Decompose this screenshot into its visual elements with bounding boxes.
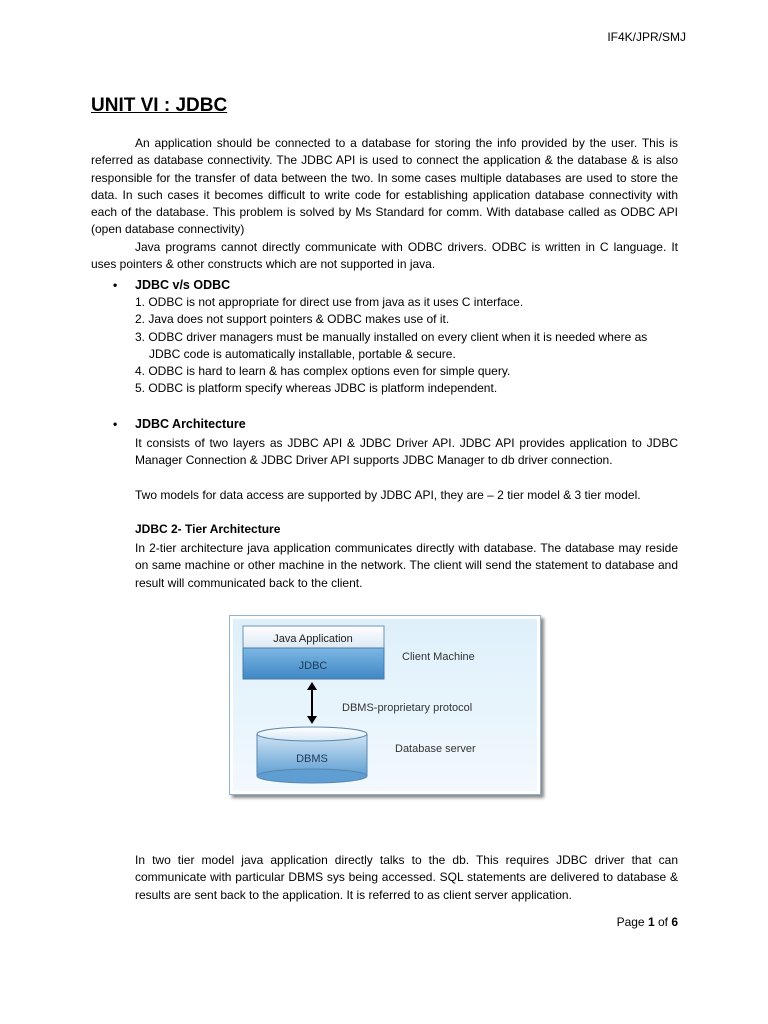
- page-title: UNIT VI : JDBC: [91, 95, 228, 116]
- list-item: 3. ODBC driver managers must be manually installed on every client when it is needed where as JDBC code is automatically installable, portable & secure.: [135, 329, 648, 361]
- section-heading-jdbc-vs-odbc: [113, 278, 230, 292]
- comparison-list: [135, 294, 680, 398]
- section-heading-text: JDBC Architecture: [135, 417, 246, 431]
- sub-heading-2-tier: JDBC 2- Tier Architecture: [135, 522, 281, 536]
- page-number-prefix: Page: [616, 915, 648, 929]
- diagram-svg: [230, 616, 540, 794]
- architecture-paragraph-2: Two models for data access are supported by JDBC API, they are – 2 tier model & 3 tier model.: [135, 488, 641, 502]
- intro-paragraph-2: Java programs cannot directly communicate with ODBC drivers. ODBC is written in C language. It uses pointers & other constructs which are not supported in java.: [91, 240, 678, 272]
- architecture-paragraph-3: In 2-tier architecture java application communicates directly with database. The database may reside on same machine or other machine in the network. The client will send the statement to database and result will communicated back to the client.: [135, 541, 678, 590]
- protocol-label: DBMS-proprietary protocol: [342, 702, 473, 714]
- bullet-icon: •: [113, 278, 118, 292]
- closing-paragraph: In two tier model java application directly talks to the db. This requires JDBC driver that can communicate with particular DBMS sys being accessed. SQL statements are delivered to database & results are sent back to the application. It is referred to as client server application.: [135, 853, 678, 902]
- architecture-paragraph-1: It consists of two layers as JDBC API & JDBC Driver API. JDBC API provides application to JDBC Manager Connection & JDBC Driver API supports JDBC Manager to db driver connection.: [135, 436, 678, 468]
- two-tier-diagram: [229, 615, 541, 795]
- bullet-icon: •: [113, 417, 118, 431]
- page-number-current: 1: [647, 915, 655, 929]
- section-heading-text: JDBC v/s ODBC: [135, 278, 231, 292]
- list-item: 4. ODBC is hard to learn & has complex options even for simple query.: [135, 364, 511, 379]
- java-application-label: Java Application: [273, 633, 353, 645]
- page-number: [617, 915, 678, 929]
- header-code: IF4K/JPR/SMJ: [607, 30, 686, 44]
- database-server-label: Database server: [395, 743, 476, 755]
- list-item: 1. ODBC is not appropriate for direct use from java as it uses C interface.: [135, 295, 524, 309]
- dbms-cylinder-bottom: [257, 769, 367, 783]
- list-item: 2. Java does not support pointers & ODBC makes use of it.: [135, 312, 450, 327]
- page-number-of: of: [654, 915, 672, 929]
- dbms-label: DBMS: [296, 753, 328, 765]
- jdbc-label: JDBC: [298, 660, 328, 672]
- page-number-total: 6: [671, 915, 678, 929]
- arrow-head-up-icon: [307, 682, 317, 690]
- intro-paragraph-1: An application should be connected to a database for storing the info provided by the user. This is referred as database connectivity. The JDBC API is used to connect the application & the database & is also responsible for the transfer of data between the two. In some cases multiple databases are used to store the data. In such cases it becomes difficult to write code for establishing application database connectivity with each of the database. This problem is solved by Ms Standard for comm. With database called as ODBC API (open database connectivity): [91, 136, 678, 237]
- arrow-head-down-icon: [307, 716, 317, 724]
- client-machine-label: Client Machine: [402, 651, 475, 663]
- list-item: 5. ODBC is platform specify whereas JDBC is platform independent.: [135, 381, 498, 396]
- section-heading-jdbc-architecture: [113, 417, 246, 431]
- dbms-cylinder-top: [257, 727, 367, 741]
